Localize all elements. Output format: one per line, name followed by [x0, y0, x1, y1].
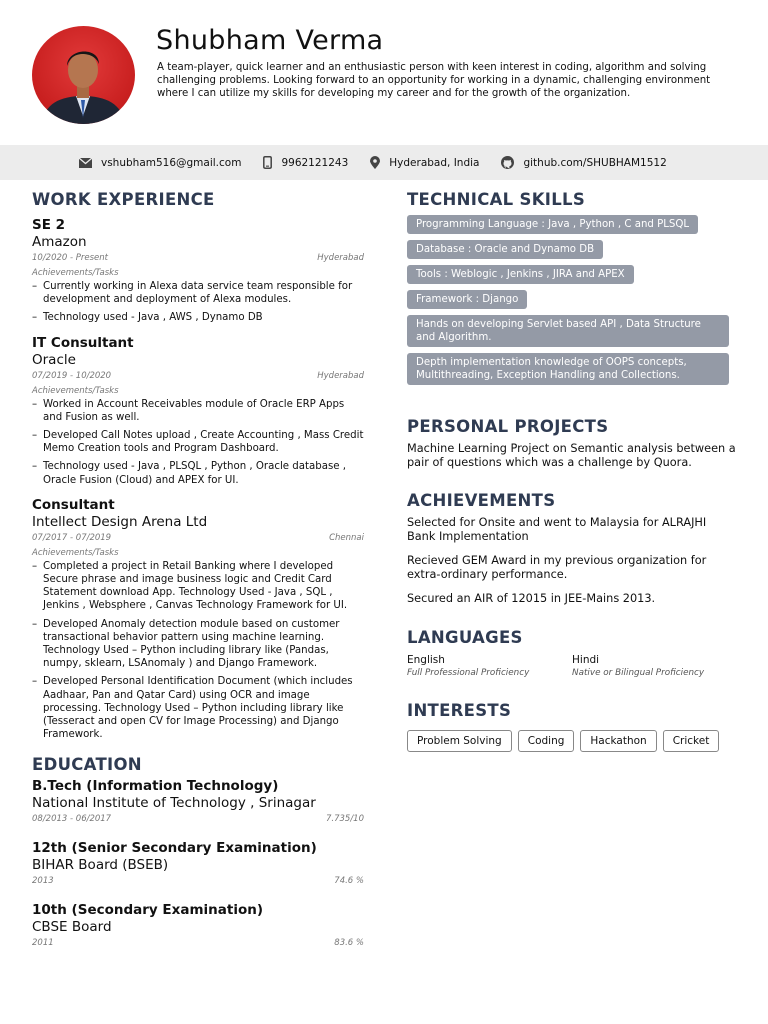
contact-phone[interactable]: [263, 156, 348, 169]
skill-tag: Database : Oracle and Dynamo DB: [407, 240, 603, 259]
skill-tag: Framework : Django: [407, 290, 527, 309]
job-meta: [32, 252, 364, 264]
location-text: Hyderabad, India: [389, 156, 480, 169]
task-item: – Developed Personal Identification Document (which includes Aadhaar, Pan and Qatar Card) using OCR and image processing. Technology Used – Python including library like (Tesseract and open CV for Image Processing) and Django Framework.: [32, 675, 364, 741]
education-degree: B.Tech (Information Technology): [32, 778, 279, 795]
achievement-item: Secured an AIR of 12015 in JEE-Mains 2013.: [407, 592, 656, 605]
language-level: Full Professional Proficiency: [407, 667, 530, 678]
job-entry: [32, 335, 364, 487]
language-name: English: [407, 653, 445, 666]
job-title: SE 2: [32, 217, 66, 233]
interests-list: [407, 730, 737, 752]
contact-github[interactable]: [501, 156, 666, 169]
language-entry: [407, 653, 572, 679]
education-heading: EDUCATION: [32, 755, 142, 775]
job-location: Hyderabad: [317, 370, 364, 381]
interest-tag: Problem Solving: [407, 730, 512, 752]
language-entry: [572, 653, 737, 679]
skill-tag: Depth implementation knowledge of OOPS concepts, Multithreading, Exception Handling and Collections.: [407, 353, 729, 385]
languages-heading: LANGUAGES: [407, 627, 523, 647]
education-score: 83.6 %: [334, 938, 364, 949]
education-dates: 2013: [32, 876, 54, 887]
education-meta: [32, 937, 364, 949]
language-name: Hindi: [572, 653, 600, 666]
map-pin-icon: [370, 156, 380, 169]
interests-heading: INTERESTS: [407, 700, 512, 720]
work-experience-heading: WORK EXPERIENCE: [32, 190, 215, 209]
phone-text: 9962121243: [281, 156, 349, 169]
interest-tag: Hackathon: [580, 730, 656, 752]
achievement-item: Selected for Onsite and went to Malaysia for ALRAJHI Bank Implementation: [407, 516, 707, 543]
job-dates: 07/2019 - 10/2020: [32, 370, 112, 381]
person-silhouette-icon: [32, 26, 135, 124]
right-column: [407, 190, 737, 752]
task-list: [32, 560, 364, 742]
job-company: Oracle: [32, 351, 76, 368]
job-dates: 07/2017 - 07/2019: [32, 532, 112, 543]
phone-icon: [263, 156, 272, 169]
interest-tag: Coding: [518, 730, 575, 752]
task-item: – Technology used - Java , AWS , Dynamo DB: [32, 311, 364, 324]
task-item: – Developed Anomaly detection module based on customer transactional behavior pattern using machine learning. Technology Used – Python including library like (Pandas, numpy, sklearn, LSAnomaly ) and Django Framework.: [32, 618, 364, 671]
candidate-name: Shubham Verma: [156, 25, 384, 56]
skill-tag: Tools : Weblogic , Jenkins , JIRA and APEX: [407, 265, 634, 284]
task-item: – Worked in Account Receivables module of Oracle ERP Apps and Fusion as well.: [32, 398, 364, 424]
personal-projects-heading: PERSONAL PROJECTS: [407, 417, 609, 436]
achievements-label: Achievements/Tasks: [32, 547, 119, 558]
education-school: CBSE Board: [32, 919, 112, 936]
skill-tag: Hands on developing Servlet based API , Data Structure and Algorithm.: [407, 315, 729, 347]
technical-skills-heading: TECHNICAL SKILLS: [407, 190, 586, 209]
github-text: github.com/SHUBHAM1512: [523, 156, 667, 169]
education-score: 7.735/10: [325, 814, 364, 825]
education-dates: 2011: [32, 938, 54, 949]
skills-list: [407, 215, 737, 391]
education-dates: 08/2013 - 06/2017: [32, 814, 112, 825]
languages-list: [407, 653, 737, 679]
task-list: [32, 280, 364, 325]
job-title: IT Consultant: [32, 334, 134, 351]
education-school: BIHAR Board (BSEB): [32, 857, 169, 874]
interest-tag: Cricket: [663, 730, 720, 752]
skill-tag: Programming Language : Java , Python , C and PLSQL: [407, 215, 698, 234]
contact-bar: [0, 145, 768, 180]
job-location: Hyderabad: [317, 253, 364, 263]
github-icon: [501, 156, 514, 169]
task-item: – Technology used - Java , PLSQL , Python , Oracle database , Oracle Fusion (Cloud) and APEX for UI.: [32, 460, 364, 486]
profile-photo: [32, 26, 135, 124]
job-dates: 10/2020 - Present: [32, 253, 109, 263]
education-entry: [32, 840, 364, 887]
left-column: [32, 190, 364, 959]
job-company: Intellect Design Arena Ltd: [32, 513, 208, 530]
education-entry: [32, 902, 364, 949]
education-degree: 12th (Senior Secondary Examination): [32, 840, 317, 857]
task-item: – Completed a project in Retail Banking where I developed Secure phrase and image business logic and Credit Card Statement download App. Technology Used - Java , SQL , Jenkins , Websphere , Canvas Technology Framework for UI.: [32, 560, 364, 613]
job-company: Amazon: [32, 234, 87, 250]
achievements-heading: ACHIEVEMENTS: [407, 491, 556, 510]
job-location: Chennai: [329, 532, 364, 543]
education-degree: 10th (Secondary Examination): [32, 902, 264, 919]
achievements-label: Achievements/Tasks: [32, 385, 119, 396]
task-item: – Currently working in Alexa data service team responsible for development and deployment of Alexa modules.: [32, 280, 364, 306]
job-entry: [32, 217, 364, 325]
education-meta: [32, 813, 364, 825]
education-school: National Institute of Technology , Srinagar: [32, 795, 316, 812]
task-item: – Developed Call Notes upload , Create Accounting , Mass Credit Memo Creation tools and Program Dashboard.: [32, 429, 364, 455]
envelope-icon: [79, 158, 92, 168]
education-score: 74.6 %: [334, 876, 364, 887]
job-meta: [32, 370, 364, 382]
job-meta: [32, 532, 364, 544]
resume-header: [0, 0, 768, 145]
education-entry: [32, 778, 364, 825]
language-level: Native or Bilingual Proficiency: [572, 667, 705, 678]
contact-location: [370, 156, 479, 169]
job-title: Consultant: [32, 496, 115, 513]
project-description: Machine Learning Project on Semantic analysis between a pair of questions which was a challenge by Quora.: [407, 442, 736, 469]
task-list: [32, 398, 364, 487]
education-meta: [32, 875, 364, 887]
job-entry: [32, 497, 364, 742]
achievements-label: Achievements/Tasks: [32, 268, 119, 278]
contact-email[interactable]: [79, 157, 241, 169]
achievement-item: Recieved GEM Award in my previous organization for extra-ordinary performance.: [407, 554, 707, 581]
email-text: vshubham516@gmail.com: [101, 156, 242, 169]
profile-summary: A team-player, quick learner and an enthusiastic person with keen interest in coding, algorithm and solving challenging problems. Looking forward to an opportunity for working in a dynamic, challenging environment where I can utilize my skills for developing my career and for the growth of the organization.: [157, 62, 711, 99]
